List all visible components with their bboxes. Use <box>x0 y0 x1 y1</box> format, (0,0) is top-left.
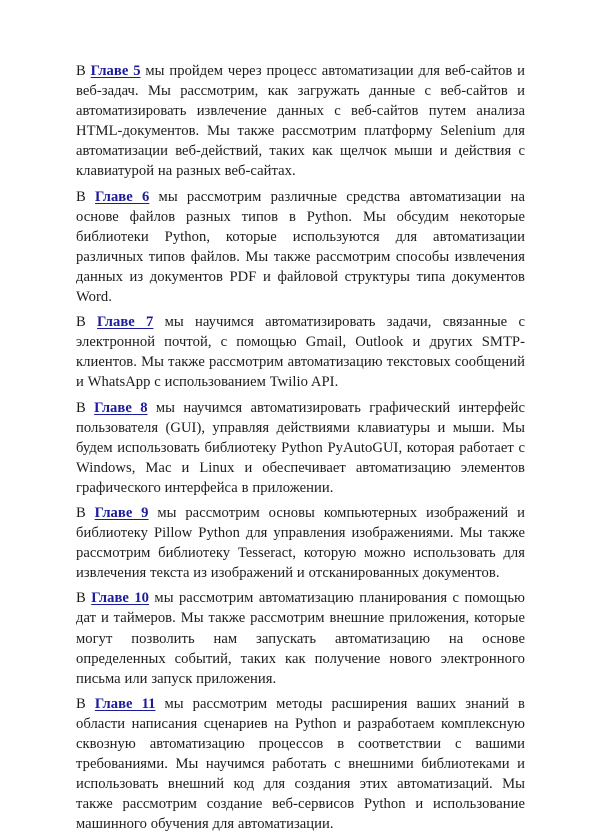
paragraph-lead: В <box>76 399 95 416</box>
chapter-link[interactable]: Главе 9 <box>94 504 149 521</box>
paragraph-text: мы пройдем через процесс автоматизации для веб-сайтов и веб-задач. Мы рассмотрим, как загружать данные с веб-сайтов и автоматизировать извлечение данных с веб-сайтов путем анализа HTML-документов. Мы также рассмотрим платформу Selenium для автоматизации веб-действий, таких как щелчок мыши и действия с клавиатурой на разных веб-сайтах. <box>76 63 525 180</box>
paragraph-lead: В <box>76 590 92 607</box>
paragraph <box>76 61 525 182</box>
document-body <box>76 61 525 834</box>
chapter-link[interactable]: Главе 6 <box>95 188 150 205</box>
chapter-link[interactable]: Главе 11 <box>94 695 156 712</box>
paragraph-text: мы рассмотрим различные средства автоматизации на основе файлов разных типов в Python. Мы обсудим некоторые библиотеки Python, которые используются для автоматизации различных типов файлов. Мы также рассмотрим способы извлечения данных из документов PDF и файловой структуры типа документов Word. <box>76 188 525 306</box>
chapter-link[interactable]: Главе 7 <box>97 314 154 331</box>
chapter-link[interactable]: Главе 10 <box>91 590 150 607</box>
paragraph-text: мы научимся автоматизировать задачи, связанные с электронной почтой, с помощью Gmail, Outlook и других SMTP-клиентов. Мы также рассмотрим автоматизацию текстовых сообщений и WhatsApp с использованием Twilio API. <box>76 314 525 391</box>
paragraph-text: мы рассмотрим автоматизацию планирования с помощью дат и таймеров. Мы также рассмотрим внешние приложения, которые могут позволить нам запускать автоматизацию на основе определенных событий, таких как получение нового электронного письма или запуск приложения. <box>76 590 525 687</box>
paragraph <box>76 187 525 308</box>
paragraph-text: мы рассмотрим основы компьютерных изображений и библиотеку Pillow Python для управления изображениями. Мы также рассмотрим библиотеку Tesseract, которую можно использовать для извлечения текста из изображений и отсканированных документов. <box>76 504 525 582</box>
paragraph-text: мы научимся автоматизировать графический интерфейс пользователя (GUI), управляя действиями клавиатуры и мыши. Мы будем использовать библиотеку Python PyAutoGUI, которая работает с Windows, Mac и Linux и обеспечивает автоматизацию элементов графического интерфейса в приложении. <box>76 399 525 496</box>
paragraph-text: мы рассмотрим методы расширения ваших знаний в области написания сценариев на Python и разработаем комплексную сквозную автоматизацию процессов в соответствии с вашими требованиями. Мы научимся работать с внешними библиотеками и использовать внешний код для создания этих автоматизаций. Мы также рассмотрим создание веб-сервисов Python и использование машинного обучения для автоматизации. <box>76 695 525 833</box>
paragraph <box>76 398 525 498</box>
paragraph <box>76 312 525 392</box>
chapter-link[interactable]: Главе 8 <box>94 399 148 416</box>
paragraph-lead: В <box>76 695 95 712</box>
paragraph <box>76 588 525 688</box>
paragraph-lead: В <box>76 188 96 205</box>
paragraph-lead: В <box>76 504 95 521</box>
paragraph <box>76 503 525 583</box>
paragraph-lead: В <box>76 63 91 79</box>
paragraph-lead: В <box>76 314 98 331</box>
chapter-link[interactable]: Главе 5 <box>90 63 141 79</box>
paragraph <box>76 694 525 834</box>
